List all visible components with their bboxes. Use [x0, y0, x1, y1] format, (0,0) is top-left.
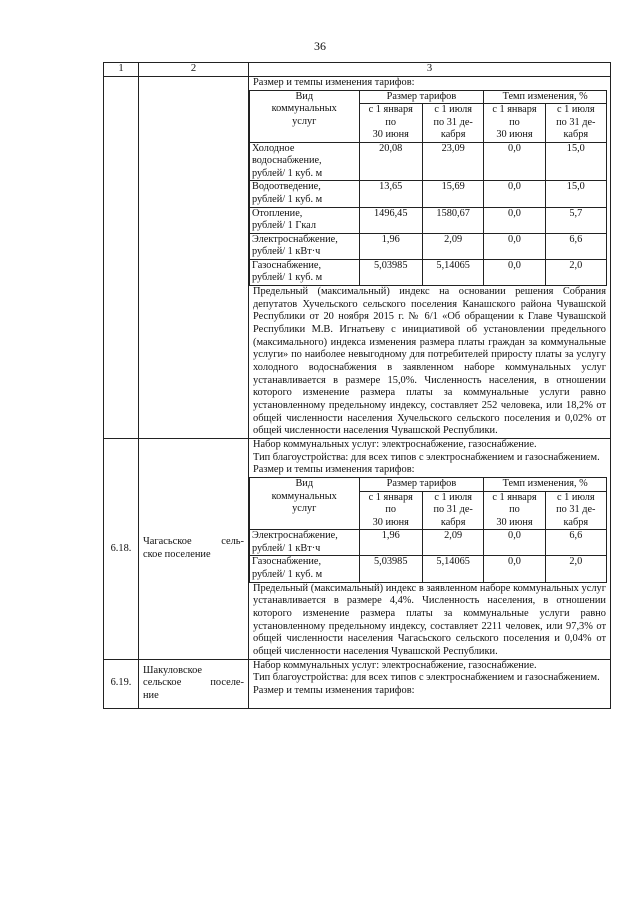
service-name: Газоснабжение, рублей/ 1 куб. м [250, 556, 360, 582]
tariffs-intro: Размер и темпы изменения тарифов: [253, 464, 415, 476]
tariffs-intro: Размер и темпы изменения тарифов: [253, 76, 415, 88]
change-value-h2: 15,0 [545, 181, 606, 207]
change-value-h1: 0,0 [484, 530, 545, 556]
tariff-value-h2: 5,14065 [423, 259, 484, 285]
column-number-1: 1 [104, 63, 139, 77]
tariff-row [250, 556, 607, 582]
main-table [103, 62, 611, 709]
row-content-cell [249, 76, 611, 438]
change-value-h1: 0,0 [484, 556, 545, 582]
period-1-header: с 1 января по 30 июня [484, 491, 545, 530]
service-name: Холодное водоснабжение, рублей/ 1 куб. м [250, 142, 360, 181]
table-row [104, 659, 611, 708]
period-2-header: с 1 июля по 31 де- кабря [423, 104, 484, 143]
tariff-row [250, 233, 607, 259]
period-1-header: с 1 января по 30 июня [484, 104, 545, 143]
tariff-value-h2: 5,14065 [423, 556, 484, 582]
table-row [104, 76, 611, 438]
tariff-row [250, 207, 607, 233]
period-2-header: с 1 июля по 31 де- кабря [545, 491, 606, 530]
settlement-name-cell: Шакуловское сельское поселе- ние [139, 659, 249, 708]
tariff-row [250, 142, 607, 181]
tariff-value-h2: 15,69 [423, 181, 484, 207]
change-value-h2: 5,7 [545, 207, 606, 233]
period-2-header: с 1 июля по 31 де- кабря [423, 491, 484, 530]
period-2-header: с 1 июля по 31 де- кабря [545, 104, 606, 143]
change-rate-header: Темп изменения, % [484, 478, 607, 492]
row-number-cell: 6.18. [104, 439, 139, 660]
tariff-row [250, 259, 607, 285]
document-table-wrapper [103, 62, 610, 709]
page-number: 36 [314, 39, 326, 53]
change-value-h2: 6,6 [545, 233, 606, 259]
settlement-name-cell [139, 76, 249, 438]
tariffs-intro: Размер и темпы изменения тарифов: [253, 685, 415, 696]
change-value-h1: 0,0 [484, 259, 545, 285]
tariff-value-h2: 2,09 [423, 233, 484, 259]
tariff-size-header: Размер тарифов [359, 478, 484, 492]
period-1-header: с 1 января по 30 июня [359, 491, 423, 530]
improvement-type-text: Тип благоустройства: для всех типов с электроснабжением и газоснабжением. [253, 672, 600, 684]
settlement-name-cell: Чагасьское сель- ское поселение [139, 439, 249, 660]
change-value-h1: 0,0 [484, 181, 545, 207]
tariff-value-h2: 1580,67 [423, 207, 484, 233]
column-number-2: 2 [139, 63, 249, 77]
tariff-table [249, 477, 607, 582]
service-name: Газоснабжение, рублей/ 1 куб. м [250, 259, 360, 285]
row-number-cell [104, 76, 139, 438]
service-name: Электроснабжение, рублей/ 1 кВт·ч [250, 233, 360, 259]
tariff-value-h1: 1,96 [359, 233, 423, 259]
tariff-value-h2: 23,09 [423, 142, 484, 181]
row-number-cell: 6.19. [104, 659, 139, 708]
tariff-table [249, 90, 607, 286]
change-value-h2: 2,0 [545, 259, 606, 285]
tariff-value-h1: 20,08 [359, 142, 423, 181]
row-content-cell [249, 439, 611, 660]
change-value-h1: 0,0 [484, 142, 545, 181]
service-name: Отопление, рублей/ 1 Гкал [250, 207, 360, 233]
change-value-h2: 6,6 [545, 530, 606, 556]
change-rate-header: Темп изменения, % [484, 90, 607, 104]
max-index-paragraph: Предельный (максимальный) индекс на основании решения Собрания депутатов Хучельского сельского поселения Канашского района Чувашской Республики от 20 ноября 2015 г. № 6/1 «Об обращении к Главе Чувашской Республики М.В. Игнатьеву с инициативой об установлении предельного (максимального) индекса изменения размера платы граждан за коммунальные услуги» по наиболее невыгодному для потребителей приросту платы за услугу холодного водоснабжения в заявленном наборе коммунальных услуг устанавливается в размере 15,0%. Численность населения, в отношении которого изменение размера платы за коммунальные услуги равно установленному предельному индексу, составляет 252 человека, или 18,2% от общей численности населения Хучельского сельского поселения и 0,02% от общей численности населения Чувашской Республики. [253, 285, 606, 437]
change-value-h1: 0,0 [484, 207, 545, 233]
max-index-paragraph: Предельный (максимальный) индекс в заявленном наборе коммунальных услуг устанавливается в размере 4,4%. Численность населения, в отношении которого изменение размера платы за коммунальные услуги равно установленному предельному индексу, составляет 2211 человек, или 97,3% от общей численности населения Чагасьского сельского поселения и 0,04% от общей численности населения Чувашской Республики. [253, 582, 606, 657]
tariff-value-h1: 1496,45 [359, 207, 423, 233]
tariff-row [250, 181, 607, 207]
column-number-row [104, 63, 611, 77]
period-1-header: с 1 января по 30 июня [359, 104, 423, 143]
tariff-value-h2: 2,09 [423, 530, 484, 556]
improvement-type-text: Тип благоустройства: для всех типов с электроснабжением и газоснабжением. [253, 451, 600, 463]
change-value-h1: 0,0 [484, 233, 545, 259]
table-row [104, 439, 611, 660]
tariff-value-h1: 5,03985 [359, 556, 423, 582]
tariff-value-h1: 5,03985 [359, 259, 423, 285]
services-set-text: Набор коммунальных услуг: электроснабжение, газоснабжение. [253, 659, 537, 671]
tariff-value-h1: 13,65 [359, 181, 423, 207]
column-number-3: 3 [249, 63, 611, 77]
tariff-size-header: Размер тарифов [359, 90, 484, 104]
tariff-value-h1: 1,96 [359, 530, 423, 556]
service-kind-header: Вид коммунальных услуг [250, 478, 360, 530]
service-kind-header: Вид коммунальных услуг [250, 90, 360, 142]
change-value-h2: 2,0 [545, 556, 606, 582]
tariff-row [250, 530, 607, 556]
service-name: Водоотведение, рублей/ 1 куб. м [250, 181, 360, 207]
services-set-text: Набор коммунальных услуг: электроснабжение, газоснабжение. [253, 439, 537, 451]
change-value-h2: 15,0 [545, 142, 606, 181]
service-name: Электроснабжение, рублей/ 1 кВт·ч [250, 530, 360, 556]
row-content-cell [249, 659, 611, 708]
